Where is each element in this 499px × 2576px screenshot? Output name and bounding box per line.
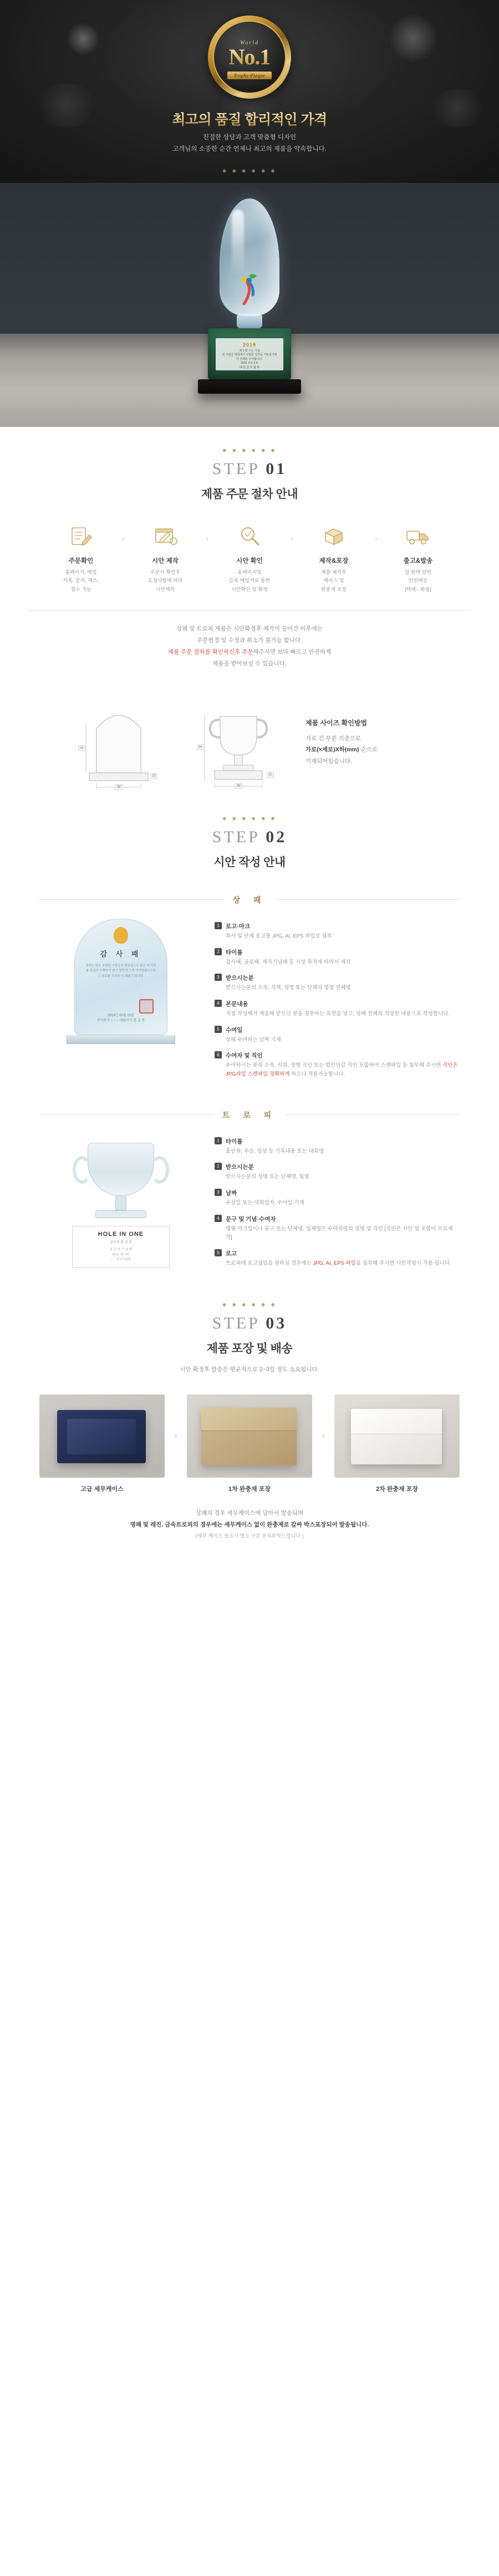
- order-notice: [0, 623, 499, 670]
- plaque-base: [67, 1035, 175, 1044]
- footnote-line3: (세무 케이스 필요시 별도 구분 문의부탁드립니다.): [195, 1533, 304, 1539]
- process-step-order-check: [45, 522, 116, 594]
- trophy-drawing: [63, 1143, 179, 1281]
- process-desc: [214, 568, 285, 594]
- process-desc-l3: [택배 · 화물]: [405, 586, 431, 592]
- size-guide-body: [305, 733, 433, 767]
- product-photo: [0, 183, 499, 427]
- plaque-sample-visual: [40, 919, 201, 1085]
- process-desc: [298, 568, 369, 594]
- spec-heading: 받으시는분: [226, 975, 254, 982]
- trophy-plate-body-text: 홀 인 원 기 념 패: [110, 1248, 132, 1251]
- step2-word: STEP: [212, 827, 259, 846]
- spec-item: [215, 1248, 459, 1268]
- trophy-stem: [115, 1196, 126, 1210]
- trophy-size-drawing: [186, 690, 291, 795]
- hero-banner: [0, 0, 499, 183]
- step1-dot-separator: ● ● ● ● ● ●: [222, 446, 277, 454]
- badge-ribbon-label: Trophy·Plaque: [227, 72, 272, 79]
- spec-item: [215, 973, 459, 992]
- spec-heading: 타이틀: [226, 1138, 243, 1145]
- plate-line2: 위 사람은 대회에서 탁월한 성적을 거두었기에: [222, 353, 277, 357]
- spec-desc-highlight: 직인은 JPG파일 스캔파일 정확하게: [226, 1062, 458, 1077]
- design-make-icon: [130, 522, 201, 551]
- dim-width-tag: W: [115, 784, 123, 790]
- hero-subtitle-line2: 고객님의 소중한 순간 언제나 최고의 제품을 약속합니다.: [172, 146, 327, 153]
- size-guide-line2: [305, 744, 433, 755]
- black-base: [198, 379, 301, 394]
- packaging-caption: 2차 완충재 포장: [376, 1485, 418, 1493]
- trophy-product-image: [198, 198, 301, 394]
- spec-number: 1: [215, 922, 222, 929]
- spec-heading: 문구 및 기념·수여자: [226, 1215, 276, 1223]
- order-process-icons: [28, 522, 471, 594]
- process-name: 시안 제작: [152, 558, 179, 564]
- spec-number: 1: [215, 1137, 222, 1144]
- trophy-spec-block: [22, 1134, 477, 1281]
- spec-number: 4: [215, 1215, 222, 1222]
- kraft-box: [201, 1408, 297, 1465]
- white-box-lid: [351, 1409, 442, 1434]
- spec-number: 2: [215, 1163, 222, 1170]
- red-stamp-icon: [139, 999, 154, 1014]
- step2-label: [0, 828, 499, 847]
- plaque-sample-body: 귀하는 평소 투철한 사명감과 책임감으로 맡은 바 직무를 성실히 수행하여 회사 발전에 크게 기여하였으므로 그 공로를 기리어 이 패를 드립니다.: [85, 964, 156, 978]
- hero-subtitle: [0, 132, 499, 156]
- step1-title: 제품 주문 절차 안내: [201, 488, 298, 501]
- spec-item: [215, 921, 459, 941]
- spec-number: 3: [215, 974, 222, 981]
- golden-seal-icon: [114, 927, 128, 944]
- spec-heading: 로고·마크: [226, 923, 251, 930]
- spec-heading: 타이틀: [226, 949, 243, 956]
- trophy-plate-org: ○ ○ 컨트리클럽: [110, 1258, 131, 1262]
- notice-line-4: 제품을 받아보실 수 있습니다.: [212, 660, 287, 667]
- packaging-arrow-2: ›: [322, 1430, 325, 1440]
- divider-left: [39, 1114, 213, 1115]
- spec-number: 4: [215, 1000, 222, 1007]
- notice-rest-text: 해주시면 보다 빠르고 안전하게: [253, 648, 332, 655]
- shipping-icon: [383, 522, 454, 551]
- step2-dot-separator: ● ● ● ● ● ●: [222, 813, 277, 822]
- spec-number: 2: [215, 948, 222, 955]
- hero-dot-separator: ● ● ● ● ● ●: [222, 166, 277, 175]
- process-name: 출고&발송: [403, 558, 433, 564]
- packaging-caption: 고급 세무케이스: [80, 1485, 124, 1493]
- spec-description: 받으시는분의 성명 또는 단체명, 팀명: [226, 1174, 309, 1180]
- step-03-section: [0, 1281, 499, 1566]
- size-guide-line3: 기재되어있습니다.: [305, 757, 353, 765]
- packaging-step-buffer2: [334, 1394, 460, 1493]
- process-desc-l3: 시안제작: [155, 586, 175, 592]
- spec-desc-highlight: JPG, AI, EPS 파일: [313, 1260, 356, 1266]
- spec-description: [226, 1061, 459, 1078]
- spec-item: [215, 1214, 459, 1242]
- notice-line-2: 주문변경 및 수정과 취소가 불가능 합니다.: [197, 637, 302, 644]
- spec-description: 행事 마크일이나 문구 또는 단체명, 업체명은 수여자명의 성명 및 직인 [직인은 사인 및 포함이 무료제작]: [226, 1225, 453, 1241]
- dim-depth-tag: D: [150, 773, 157, 779]
- badge-top-label: World: [240, 39, 259, 46]
- footnote-line1: 상패의 경우 세무케이스에 담아서 발송되며: [195, 1509, 304, 1516]
- spec-heading: 수여자 및 직인: [226, 1052, 263, 1060]
- trophy-foot: [95, 1210, 146, 1218]
- trophy-section-title: 트 로 피: [222, 1110, 277, 1119]
- plate-line5: 대 한 골 프 협 회: [240, 365, 259, 369]
- process-name: 시안 확인: [236, 558, 263, 564]
- badge-face: [213, 21, 286, 94]
- size-guide-format: 가로(×세로)X하(mm): [305, 746, 359, 754]
- size-guide-text: [305, 718, 433, 767]
- spec-description: [226, 1259, 459, 1268]
- crystal-flame: [220, 198, 279, 316]
- spec-item: [215, 999, 459, 1019]
- plaque-sample-org: [75, 1012, 167, 1022]
- step2-number: 02: [266, 827, 287, 846]
- process-arrow-2: ›: [206, 534, 209, 543]
- spec-heading: 로고: [226, 1250, 237, 1257]
- design-confirm-icon: [214, 522, 285, 551]
- plaque-sample-date: 2019년 00월 00일: [108, 1014, 134, 1017]
- process-step-design-confirm: [214, 522, 285, 594]
- navy-case: [57, 1410, 146, 1463]
- process-step-design-make: [130, 522, 201, 594]
- notice-line-3: [0, 646, 499, 658]
- step3-subtitle: 시안 확정후 발송은 평균적으로 2~3일 정도 소요됩니다.: [180, 1366, 319, 1373]
- step1-number: 01: [266, 460, 287, 478]
- divider-left: [39, 899, 224, 900]
- spec-heading: 날짜: [226, 1189, 237, 1197]
- step-02-section: [0, 795, 499, 1281]
- process-desc-l2: 안전배송: [408, 578, 428, 584]
- plate-line4: 2019. 0 0. 0 0.: [241, 362, 258, 365]
- step3-title: 제품 포장 및 배송: [206, 1342, 293, 1355]
- process-desc-l1: 홈페이지, 메일: [65, 569, 97, 575]
- dim-width-tag: W: [235, 783, 243, 789]
- process-desc-l1: 일 한택 앞힌: [404, 569, 432, 575]
- process-desc-l2: 요청사항에 따라: [147, 578, 183, 584]
- process-step-production-pack: [298, 522, 369, 594]
- packaging-step-buffer1: [187, 1394, 312, 1493]
- process-desc: [130, 568, 201, 594]
- spec-item: [215, 1025, 459, 1045]
- process-arrow-3: ›: [290, 534, 293, 543]
- spec-heading: 받으시는분: [226, 1164, 254, 1171]
- plaque-spec-list: [215, 919, 459, 1085]
- plate-line1: 제 1 회 우승 기념: [239, 349, 260, 353]
- spec-desc-pre: 수여하시는 분의 소속, 직위, 성명 직인 또는 법인인감 직인 포함하여 스캔파일 등 첨부해 주시면: [226, 1062, 442, 1069]
- trophy-plate-subtitle: 골프장 홍 길 동: [110, 1240, 132, 1244]
- navy-velvet-case-image: [39, 1394, 165, 1478]
- process-desc-l3: 완충재 포장: [321, 586, 347, 592]
- divider-right: [275, 899, 460, 900]
- spec-description: 상패 수여하는 날짜 기재: [226, 1036, 281, 1043]
- spec-item: [215, 1136, 459, 1156]
- process-desc-l2: 카톡, 문자, 팩스,: [63, 578, 99, 584]
- process-desc-l1: 주문서 확인후: [150, 569, 181, 575]
- spec-item: [215, 1188, 459, 1208]
- process-name: 주문확인: [68, 558, 94, 564]
- spec-item: [215, 947, 459, 967]
- notice-line-1: 상패 및 트로피 제품은 시안확정후 제작이 들어간 이후에는: [176, 625, 323, 632]
- process-arrow-1: ›: [121, 534, 125, 543]
- spec-description: 받으시는분의 소속, 직책, 성명 또는 단체의 명칭 전체명: [226, 985, 351, 991]
- process-desc-l3: 시안확인 및 확정: [231, 586, 268, 592]
- packaging-caption: 1차 완충재 포장: [228, 1485, 271, 1493]
- plaque-body: [74, 919, 167, 1035]
- green-base-block: [208, 328, 291, 379]
- size-guide-title: 제품 사이즈 확인방법: [305, 719, 367, 727]
- trophy-plate-body: [78, 1248, 164, 1263]
- process-desc: [383, 568, 454, 594]
- dim-height-tag: H: [78, 745, 85, 751]
- plaque-sample-title: 감 사 패: [100, 949, 142, 958]
- spec-number: 5: [215, 1249, 222, 1256]
- engraved-plate: [216, 338, 283, 370]
- process-desc: [45, 568, 116, 594]
- bottom-spacer: [0, 1541, 499, 1566]
- step3-label: [0, 1314, 499, 1333]
- spec-description: 홀인원, 우승, 입상 등 기록내용 또는 대회명: [226, 1148, 324, 1154]
- process-arrow-4: ›: [374, 534, 378, 543]
- kraft-buffer-box-image: [187, 1394, 312, 1478]
- process-desc-l1: 제품 제작후: [321, 569, 347, 575]
- process-step-shipping: [383, 522, 454, 594]
- trophy-section-header: [39, 1109, 460, 1121]
- trophy-spec-list: [215, 1134, 459, 1281]
- plaque-spec-block: [22, 919, 477, 1085]
- plate-line3: 이 상패를 수여합니다.: [236, 357, 263, 361]
- size-guide-line1: 가로 긴 부분 기준으로: [305, 735, 361, 742]
- badge-number: No.1: [228, 44, 271, 69]
- spec-description: 수상일 또는 대회일자, 수여일 기재: [226, 1199, 304, 1206]
- hero-title: 최고의 품질 합리적인 가격: [0, 109, 499, 129]
- spec-item: [215, 1050, 459, 1078]
- spec-desc-post: 을 첨부해 주시면 시안작업시 적용 됩니다.: [355, 1260, 451, 1266]
- trophy-handle-left: [73, 1156, 91, 1184]
- trophy-plate-title: HOLE IN ONE: [98, 1230, 144, 1238]
- notice-warn-text: 제품 주문 절차를 확인하신후 주문: [167, 648, 253, 655]
- step3-number: 03: [266, 1314, 287, 1332]
- dim-height-tag: H: [197, 744, 204, 750]
- step3-word: STEP: [212, 1314, 259, 1332]
- packaging-steps: [22, 1394, 477, 1493]
- production-pack-icon: [298, 522, 369, 551]
- plate-year: 2019: [242, 342, 257, 348]
- spec-number: 3: [215, 1189, 222, 1196]
- kraft-box-lid: [201, 1408, 297, 1431]
- hero-subtitle-line1: 친절한 상담과 고객 맞춤형 디자인: [202, 134, 297, 141]
- step1-word: STEP: [212, 460, 259, 478]
- trophy-plate-date: 2019. 00. 00.: [111, 1253, 130, 1256]
- process-desc-l1: 홈페이지및: [237, 569, 262, 575]
- plaque-sample-orgname: 주식회사 ○ ○ ○ 대표이사 홍 길 동: [96, 1019, 145, 1022]
- spec-description: 직접 작성해서 제출해 받으신 분을 칭찬하는 표현을 넣고, 상패 전체의 적당한 내용으로 작성합니다.: [226, 1010, 450, 1017]
- plaque-size-drawing: [66, 690, 171, 795]
- spec-desc-post: 하오나 적용가능합니다.: [289, 1071, 345, 1077]
- dim-depth-tag: D: [267, 772, 274, 778]
- white-box: [351, 1409, 442, 1464]
- step1-label: [0, 460, 499, 478]
- plaque-section-title: 상 패: [232, 895, 267, 904]
- process-desc-l3: 접수 가능: [70, 586, 91, 592]
- order-check-icon: [45, 522, 116, 551]
- spec-description: 회사 및 단체 로고를 JPG, AI, EPS 파일로 첨부: [226, 933, 332, 939]
- process-desc-l2: 케이스 및: [323, 578, 344, 584]
- trophy-sample-visual: [40, 1134, 201, 1281]
- spec-number: 5: [215, 1026, 222, 1033]
- white-outer-box-image: [334, 1394, 460, 1478]
- step-01-section: [0, 427, 499, 795]
- spec-description: 감사패, 공로패, 재직기념패 등 시상 목적에 따라서 제작: [226, 959, 351, 965]
- trophy-handle-right: [150, 1156, 169, 1184]
- golfer-figure-icon: [235, 272, 264, 306]
- spec-item: [215, 1162, 459, 1182]
- footnote-line2: 명패 및 레진, 금속트로피의 경우에는 세무케이스 없이 완충제로 감싸 박스포장되어 발송됩니다.: [130, 1521, 369, 1528]
- packaging-footnote: [0, 1508, 499, 1541]
- process-name: 제작&포장: [319, 558, 349, 564]
- divider-right: [286, 1114, 460, 1115]
- spec-heading: 수여일: [226, 1026, 243, 1034]
- packaging-arrow-1: ›: [174, 1430, 177, 1440]
- trophy-cup: [88, 1143, 154, 1196]
- step2-title: 시안 작성 안내: [213, 856, 286, 869]
- process-desc-l2: 등록 메일저로 통한: [228, 578, 271, 584]
- spec-heading: 본문내용: [226, 1000, 248, 1007]
- step3-dot-separator: ● ● ● ● ● ●: [222, 1300, 277, 1309]
- plaque-section-header: [39, 894, 460, 905]
- size-guide-line2-rest: 순으로: [359, 746, 378, 754]
- trophy-nameplate: [72, 1226, 170, 1268]
- divider-line: [28, 610, 471, 611]
- size-guide: [22, 690, 477, 795]
- packaging-step-case: [39, 1394, 165, 1493]
- spec-desc-pre: 트로피에 로고삽입을 원하실 경우에는: [226, 1260, 313, 1266]
- no1-badge: [208, 16, 291, 99]
- spec-number: 6: [215, 1051, 222, 1058]
